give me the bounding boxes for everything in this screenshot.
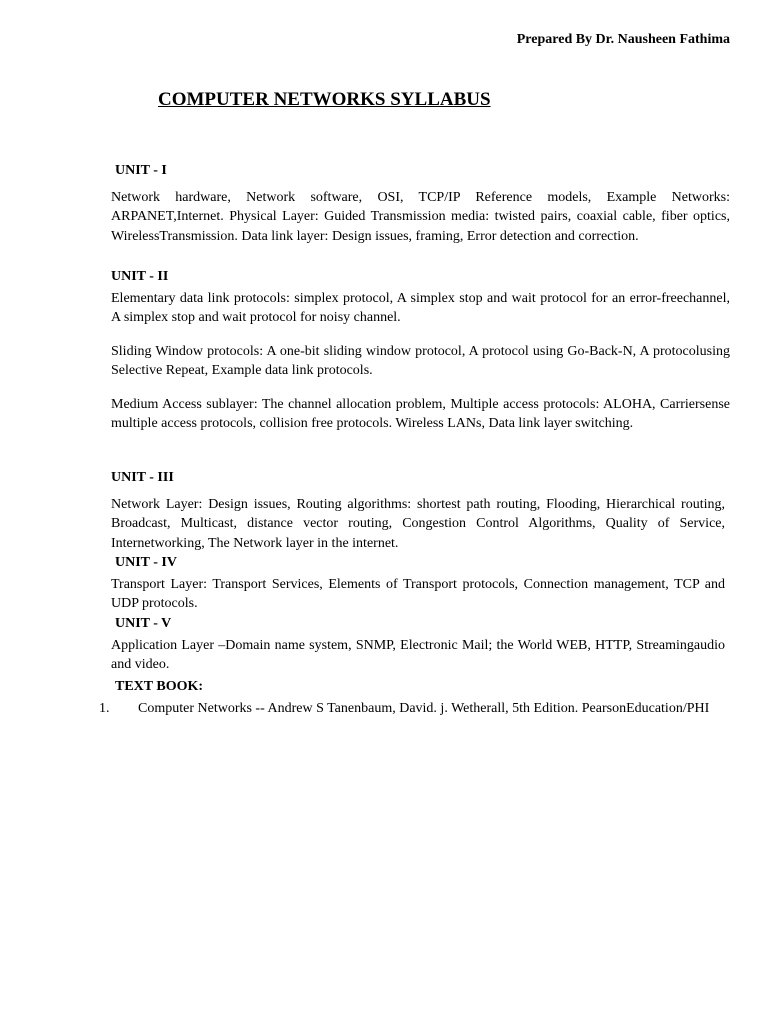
unit-5-heading: UNIT - V [115,616,172,631]
unit-3-paragraph: Network Layer: Design issues, Routing algorithms: shortest path routing, Flooding, Hierarchical routing, Broadcast, Multicast, distance vector routing, Congestion Control Algorithms, Quality of Service, Internetworking, The Network layer in the internet. [111,497,725,551]
unit-2-paragraph-3: Medium Access sublayer: The channel allocation problem, Multiple access protocols: ALOHA, Carriersense multiple access protocols, collision free protocols. Wireless LANs, Data link layer switching. [111,397,730,432]
unit-4-heading: UNIT - IV [115,555,177,570]
unit-1-heading: UNIT - I [115,163,167,178]
unit-4-paragraph: Transport Layer: Transport Services, Elements of Transport protocols, Connection management, TCP and UDP protocols. [111,577,725,612]
prepared-by-header: Prepared By Dr. Nausheen Fathima [516,32,730,47]
page-title: COMPUTER NETWORKS SYLLABUS [158,89,491,110]
text-book-heading: TEXT BOOK: [115,679,204,694]
unit-1-paragraph: Network hardware, Network software, OSI, TCP/IP Reference models, Example Networks: ARPANET,Internet. Physical Layer: Guided Transmission media: twisted pairs, coaxial cable, fiber optics, WirelessTransmission. Data link layer: Design issues, framing, Error detection and correction. [111,190,730,244]
text-book-item-number: 1. [99,701,110,716]
unit-2-paragraph-2: Sliding Window protocols: A one-bit sliding window protocol, A protocol using Go-Back-N, A protocolusing Selective Repeat, Example data link protocols. [111,344,730,379]
unit-2-paragraph-1: Elementary data link protocols: simplex protocol, A simplex stop and wait protocol for an error-freechannel, A simplex stop and wait protocol for noisy channel. [111,291,730,326]
text-book-item: Computer Networks -- Andrew S Tanenbaum, David. j. Wetherall, 5th Edition. PearsonEducation/PHI [138,701,710,716]
unit-5-paragraph: Application Layer –Domain name system, SNMP, Electronic Mail; the World WEB, HTTP, Streamingaudio and video. [111,638,725,673]
unit-2-heading: UNIT - II [111,269,169,284]
unit-3-heading: UNIT - III [111,470,174,485]
